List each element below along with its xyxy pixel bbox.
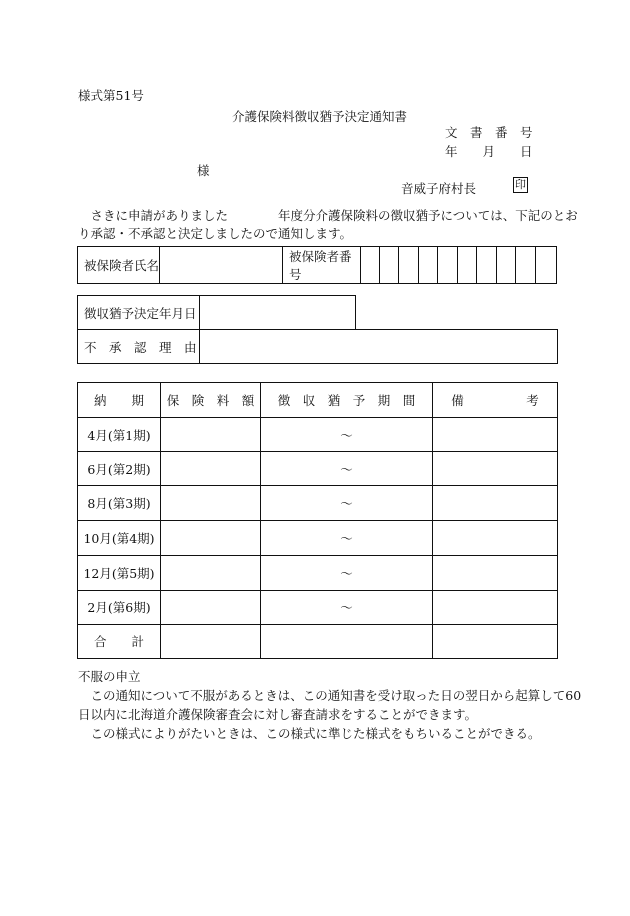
insured-number-digit[interactable] [399, 247, 419, 284]
premium-amount-cell[interactable] [161, 590, 261, 624]
date-label: 年 月 日 [445, 144, 533, 159]
issuer-name: 音威子府村長 [401, 181, 477, 196]
total-deferral-cell[interactable] [261, 624, 433, 658]
insured-number-digit[interactable] [380, 247, 399, 284]
total-premium-cell[interactable] [161, 624, 261, 658]
table-row [78, 418, 558, 452]
deferral-period-cell[interactable]: ～ [261, 555, 433, 590]
decision-date-field[interactable] [200, 296, 356, 330]
intro-line-1: さきに申請がありました 年度分介護保険料の徴収猶予については、下記のとお [78, 208, 578, 223]
payment-period-cell: 8月(第3期) [78, 486, 161, 521]
document-number-label: 文 書 番 号 [445, 125, 533, 140]
decision-date-table [77, 295, 356, 330]
remarks-cell[interactable] [433, 452, 558, 486]
deferral-period-cell[interactable]: ～ [261, 590, 433, 624]
premium-amount-cell[interactable] [161, 418, 261, 452]
table-row [78, 555, 558, 590]
insured-number-digit[interactable] [516, 247, 536, 284]
insured-number-digit[interactable] [438, 247, 458, 284]
total-row [78, 624, 558, 658]
premium-amount-cell[interactable] [161, 521, 261, 555]
premium-amount-cell[interactable] [161, 486, 261, 521]
seal-mark: 印 [515, 178, 526, 191]
insured-number-label: 被保険者番号 [283, 247, 361, 284]
payment-period-cell: 10月(第4期) [78, 521, 161, 555]
appeal-heading: 不服の申立 [78, 669, 141, 684]
premium-amount-cell[interactable] [161, 555, 261, 590]
total-remarks-cell[interactable] [433, 624, 558, 658]
deferral-period-cell[interactable]: ～ [261, 418, 433, 452]
insured-number-digit[interactable] [497, 247, 516, 284]
insured-number-digit[interactable] [419, 247, 438, 284]
form-number: 様式第51号 [78, 88, 144, 103]
document-title: 介護保険料徴収猶予決定通知書 [232, 109, 408, 124]
addressee-suffix: 様 [197, 163, 210, 178]
table-row [78, 590, 558, 624]
payment-period-cell: 12月(第5期) [78, 555, 161, 590]
insured-number-digit[interactable] [458, 247, 477, 284]
appeal-line-1: この通知について不服があるときは、この通知書を受け取った日の翌日から起算して60 [78, 688, 582, 703]
intro-line-2: り承認・不承認と決定しましたので通知します。 [78, 226, 353, 241]
payment-period-cell: 4月(第1期) [78, 418, 161, 452]
insured-number-digit[interactable] [477, 247, 497, 284]
remarks-cell[interactable] [433, 555, 558, 590]
appeal-line-2: 日以内に北海道介護保険審査会に対し審査請求をすることができます。 [78, 707, 478, 722]
total-label: 合 計 [78, 624, 161, 658]
deferral-period-cell[interactable]: ～ [261, 521, 433, 555]
rejection-reason-label: 不 承 認 理 由 [78, 330, 200, 364]
appeal-line-3: この様式によりがたいときは、この様式に準じた様式をもちいることができる。 [78, 726, 541, 741]
table-row [78, 486, 558, 521]
header-payment-period: 納 期 [78, 383, 161, 418]
deferral-period-cell[interactable]: ～ [261, 452, 433, 486]
payment-period-cell: 2月(第6期) [78, 590, 161, 624]
rejection-reason-field[interactable] [200, 330, 558, 364]
deferral-period-cell[interactable]: ～ [261, 486, 433, 521]
payment-schedule-table [77, 382, 558, 659]
rejection-reason-table [77, 329, 558, 364]
insured-name-field[interactable] [160, 247, 283, 284]
header-remarks: 備 考 [433, 383, 558, 418]
header-deferral-period: 徴 収 猶 予 期 間 [261, 383, 433, 418]
remarks-cell[interactable] [433, 418, 558, 452]
insured-number-digit[interactable] [536, 247, 557, 284]
remarks-cell[interactable] [433, 486, 558, 521]
insured-name-label: 被保険者氏名 [78, 247, 160, 284]
premium-amount-cell[interactable] [161, 452, 261, 486]
payment-period-cell: 6月(第2期) [78, 452, 161, 486]
remarks-cell[interactable] [433, 521, 558, 555]
remarks-cell[interactable] [433, 590, 558, 624]
table-row [78, 452, 558, 486]
insured-number-digit[interactable] [361, 247, 380, 284]
table-row [78, 521, 558, 555]
header-premium-amount: 保 険 料 額 [161, 383, 261, 418]
decision-date-label: 徴収猶予決定年月日 [78, 296, 200, 330]
insured-info-table [77, 246, 557, 284]
